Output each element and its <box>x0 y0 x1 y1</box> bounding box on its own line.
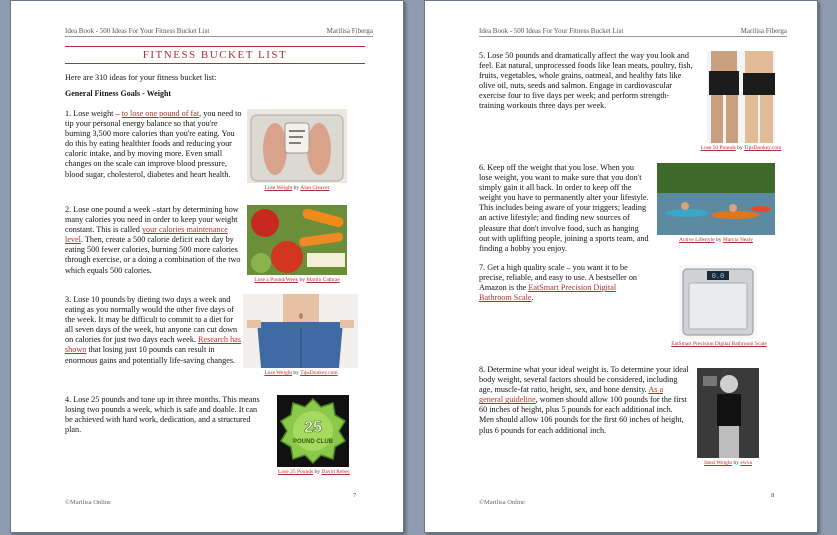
title-rule-top <box>65 46 365 47</box>
idea-item-6: 6. Keep off the weight that you lose. When you lose weight, you want to make sure that you don't simply gain it all back. In order to keep off the weight you have to permanently alter your lifestyle. This includes being aware of your triggers; leading an active lifestyle; and finding new sources of pleasure that don't involve food, such as hanging out with uplifting people, joining a sports team, and finding a hobby you enjoy. <box>479 163 649 253</box>
image-caption-8: Ideal Weight by ewva <box>704 460 752 466</box>
page-header-title: Idea Book - 500 Ideas For Your Fitness Bucket List <box>65 27 210 35</box>
badge-label: POUND CLUB <box>293 439 333 445</box>
scale-feet-photo <box>247 109 347 183</box>
idea-link[interactable]: Research has shown <box>65 335 241 355</box>
title-rule-bottom <box>65 63 365 64</box>
image-caption-7: EatSmart Precision Digital Bathroom Scale <box>671 341 767 347</box>
idea-item-2: 2. Lose one pound a week –start by determining how many calories you need in order to keep your weight constant. This is called your calories maintenance level. Then, create a 500 calorie deficit each day by eating 500 fewer calories, burning 500 more calories through exercise, or a doing a combination of the two which equals 500 calories. <box>65 205 241 275</box>
badge-number: 25 <box>304 419 322 436</box>
image-caption-2: Lose a Pound/Week by Martin Cathrae <box>254 277 340 283</box>
kayak-photo <box>657 163 775 235</box>
idea-link[interactable]: EatSmart Precision Digital Bathroom Scale <box>479 283 617 303</box>
idea-link[interactable]: to lose one pound of fat <box>121 109 200 118</box>
page-header-author: Marilisa Fiberga <box>326 27 373 35</box>
page-number: 8 <box>771 492 775 499</box>
image-caption-3: Lose Weight by TipsDonkey.com <box>264 370 338 376</box>
page-number: 7 <box>353 492 357 499</box>
image-caption-4: Lose 25 Pounds by David Rebec <box>278 469 350 475</box>
idea-link[interactable]: As a general guideline <box>479 385 664 405</box>
scale-readout: 0.0 <box>711 273 725 281</box>
page-header-author: Marilisa Fiberga <box>740 27 787 35</box>
image-caption-6: Active Lifestyle by Marcia Nealy <box>679 237 753 243</box>
image-caption-1: Lose Weight by Alan Cleaver <box>264 185 330 191</box>
document-page-7 <box>10 0 404 533</box>
idea-link[interactable]: your calories maintenance level <box>65 225 228 245</box>
page-title: FITNESS BUCKET LIST <box>142 49 288 61</box>
idea-item-8: 8. Determine what your ideal weight is. To determine your ideal body weight, several factors should be considered, including age, muscle-fat ratio, height, sex, and bone density. As a general guideline, women should allow 100 pounds for the first 60 inches of height, plus 5 pounds for each additional inch. Men should allow 106 pounds for the first 60 inches of height, plus 6 pounds for each additional inch. <box>479 365 689 435</box>
idea-item-1: 1. Lose weight – to lose one pound of fat, you need to tip your personal energy balance so that you're burning 3,500 more calories than you're eating. You do this by eating healthier foods and reducing your caloric intake, and by moving more. Even small changes on the scale can improve blood pressure, blood sugar, cholesterol, diabetes and heart health. <box>65 109 242 179</box>
page-header-title: Idea Book - 500 Ideas For Your Fitness Bucket List <box>479 27 624 35</box>
vegetables-photo <box>247 205 347 275</box>
page-footer: ©Marilisa Online <box>65 499 111 506</box>
page-footer: ©Marilisa Online <box>479 499 525 506</box>
idea-item-7: 7. Get a high quality scale – you want it to be precise, reliable, and easy to use. A bestseller on Amazon is the EatSmart Precision Digital Bathroom Scale. <box>479 263 638 303</box>
header-rule <box>65 36 373 37</box>
idea-item-5: 5. Lose 50 pounds and dramatically affect the way you look and feel. Eat natural, unprocessed foods like lean meats, poultry, fish, fruits, vegetables, whole grains, oatmeal, and healthy fats like olive oil, nuts, seeds and salmon. Engage in cardiovascular exercise four to five days per week; and perform strength-training workouts three days per week. <box>479 51 693 111</box>
bathroom-scale-photo <box>679 265 757 339</box>
image-caption-5: Lose 50 Pounds by TipsDonkey.com <box>700 145 782 151</box>
loose-jeans-photo <box>243 294 358 368</box>
before-after-photo <box>707 51 775 143</box>
idea-item-3: 3. Lose 10 pounds by dieting two days a week and eating as you normally would the other five days of the week. It may be difficult to commit to a diet for all seven days of the week, but anyone can cut down on calories for just two days each week. Research has shown that losing just 10 pounds can result in enormous gains and potentially life-saving changes. <box>65 295 241 365</box>
document-page-8 <box>424 0 818 533</box>
section-heading: General Fitness Goals - Weight <box>65 89 172 98</box>
idea-item-4: 4. Lose 25 pounds and tone up in three months. This means losing two pounds a week, which is safe and doable. It can be achieved with hard work, dedication, and a structured plan. <box>65 395 260 435</box>
ideal-weight-photo <box>697 368 759 458</box>
pound-club-badge <box>277 395 349 467</box>
intro-text: Here are 310 ideas for your fitness bucket list: <box>65 73 217 82</box>
header-rule <box>479 36 787 37</box>
